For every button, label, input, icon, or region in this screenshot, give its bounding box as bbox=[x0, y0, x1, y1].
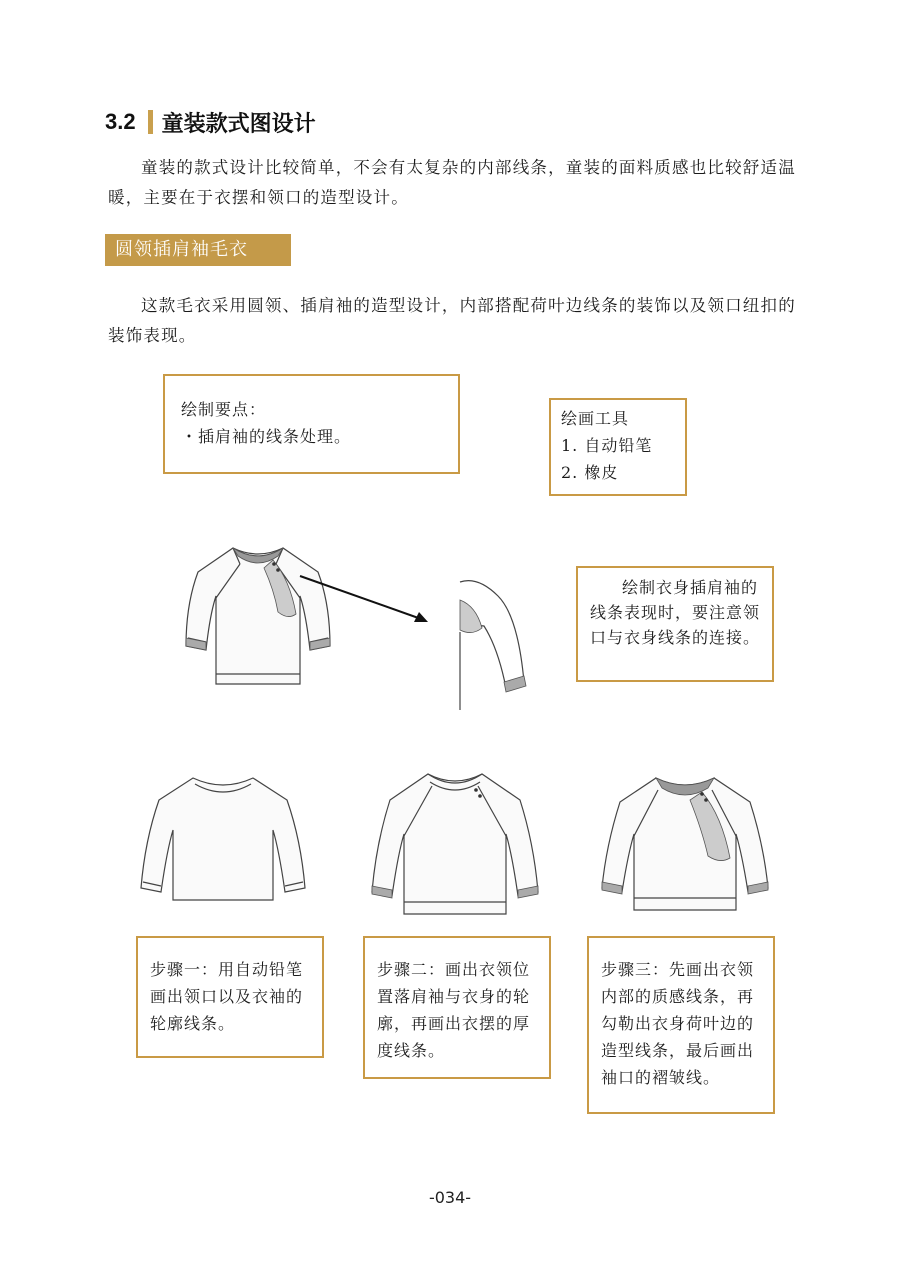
step-one-illustration bbox=[133, 770, 313, 910]
section-heading bbox=[105, 104, 316, 140]
section-title: 童装款式图设计 bbox=[161, 111, 316, 137]
key-points-item: ・插肩袖的线条处理。 bbox=[181, 427, 352, 446]
step-two-illustration bbox=[360, 764, 550, 924]
pointer-arrow bbox=[298, 574, 438, 626]
tip-box: 绘制衣身插肩袖的线条表现时，要注意领口与衣身线条的连接。 bbox=[576, 566, 774, 682]
tools-box bbox=[549, 398, 687, 496]
section-number: 3.2 bbox=[105, 109, 136, 134]
description-paragraph: 这款毛衣采用圆领、插肩袖的造型设计，内部搭配荷叶边线条的装饰以及领口纽扣的装饰表现。 bbox=[108, 296, 796, 345]
section-accent-bar bbox=[148, 110, 153, 134]
step-three-box: 步骤三：先画出衣领内部的质感线条，再勾勒出衣身荷叶边的造型线条，最后画出袖口的褶皱线。 bbox=[587, 936, 775, 1114]
tool-item: 2. 橡皮 bbox=[561, 463, 619, 482]
tools-title: 绘画工具 bbox=[561, 409, 630, 428]
intro-paragraph: 童装的款式设计比较简单，不会有太复杂的内部线条，童装的面料质感也比较舒适温暖，主要在于衣摆和领口的造型设计。 bbox=[108, 158, 796, 207]
key-points-box bbox=[163, 374, 460, 474]
key-points-title: 绘制要点： bbox=[181, 400, 267, 419]
page-number: -034- bbox=[428, 1188, 472, 1207]
tool-item: 1. 自动铅笔 bbox=[561, 436, 653, 455]
step-one-box: 步骤一：用自动铅笔画出领口以及衣袖的轮廓线条。 bbox=[136, 936, 324, 1058]
step-three-illustration bbox=[592, 770, 778, 920]
sleeve-detail-illustration bbox=[458, 578, 530, 710]
step-two-box: 步骤二：画出衣领位置落肩袖与衣身的轮廓，再画出衣摆的厚度线条。 bbox=[363, 936, 551, 1079]
subsection-title: 圆领插肩袖毛衣 bbox=[105, 234, 291, 266]
